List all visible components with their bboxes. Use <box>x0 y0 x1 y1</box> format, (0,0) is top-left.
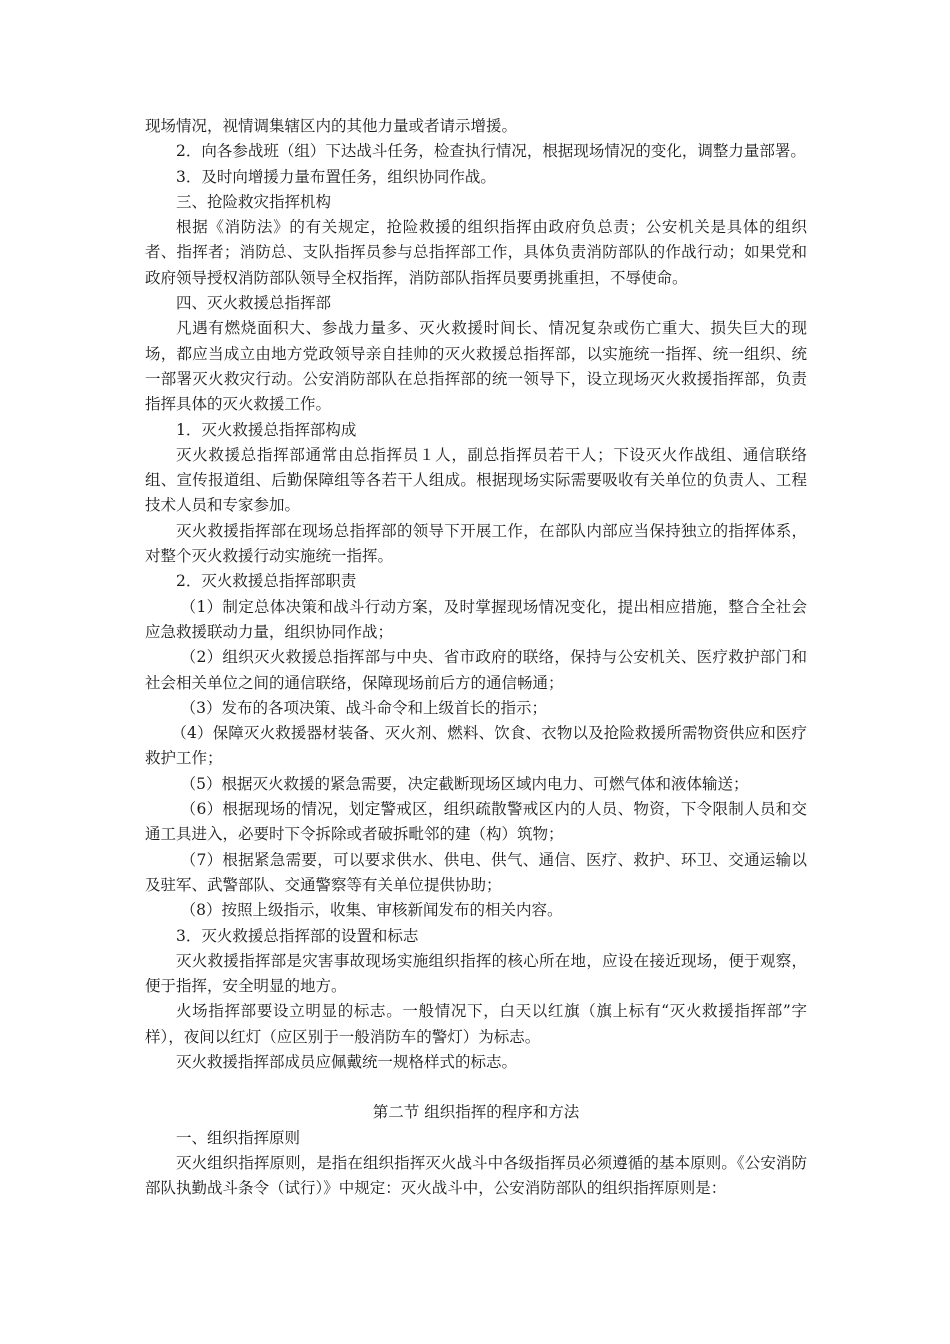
paragraph: （4）保障灭火救援器材装备、灭火剂、燃料、饮食、衣物以及抢险救援所需物资供应和医疗救护工作； <box>145 724 807 768</box>
paragraph: 火场指挥部要设立明显的标志。一般情况下，白天以红旗（旗上标有“灭火救援指挥部”字样），夜间以红灯（应区别于一般消防车的警灯）为标志。 <box>145 1002 807 1046</box>
paragraph: 2．灭火救援总指挥部职责 <box>176 572 357 591</box>
paragraph: （2）组织灭火救援总指挥部与中央、省市政府的联络，保持与公安机关、医疗救护部门和社会相关单位之间的通信联络，保障现场前后方的通信畅通； <box>145 648 807 692</box>
paragraph: 3．灭火救援总指挥部的设置和标志 <box>176 926 419 945</box>
document-body <box>145 114 807 1201</box>
paragraph: 四、灭火救援总指挥部 <box>176 294 332 313</box>
paragraph: 灭火救援指挥部是灾害事故现场实施组织指挥的核心所在地，应设在接近现场，便于观察，便于指挥，安全明显的地方。 <box>145 951 807 996</box>
paragraph: （7）根据紧急需要，可以要求供水、供电、供气、通信、医疗、救护、环卫、交通运输以及驻军、武警部队、交通警察等有关单位提供协助； <box>145 850 807 894</box>
paragraph: 灭火救援总指挥部通常由总指挥员１人，副总指挥员若干人；下设灭火作战组、通信联络组、宣传报道组、后勤保障组等各若干人组成。根据现场实际需要吸收有关单位的负责人、工程技术人员和专家参加。 <box>145 445 807 515</box>
paragraph: 现场情况，视情调集辖区内的其他力量或者请示增援。 <box>145 117 518 135</box>
paragraph: （8）按照上级指示，收集、审核新闻发布的相关内容。 <box>180 901 563 920</box>
paragraph: 灭火组织指挥原则，是指在组织指挥灭火战斗中各级指挥员必须遵循的基本原则。《公安消防部队执勤战斗条令（试行）》中规定：灭火战斗中，公安消防部队的组织指挥原则是： <box>145 1153 807 1198</box>
paragraph: 根据《消防法》的有关规定，抢险救援的组织指挥由政府负总责；公安机关是具体的组织者、指挥者；消防总、支队指挥员参与总指挥部工作，具体负责消防部队的作战行动；如果党和政府领导授权消防部队领导全权指挥，消防部队指挥员要勇挑重担，不辱使命。 <box>145 218 807 287</box>
paragraph: 一、组织指挥原则 <box>176 1128 301 1147</box>
paragraph: （3）发布的各项决策、战斗命令和上级首长的指示； <box>180 698 548 717</box>
paragraph: （5）根据灭火救援的紧急需要，决定截断现场区域内电力、可燃气体和液体输送； <box>180 774 749 793</box>
paragraph: 灭火救援指挥部在现场总指挥部的领导下开展工作，在部队内部应当保持独立的指挥体系，对整个灭火救援行动实施统一指挥。 <box>145 521 807 566</box>
paragraph: 2．向各参战班（组）下达战斗任务，检查执行情况，根据现场情况的变化，调整力量部署。 <box>176 142 806 161</box>
paragraph: 3．及时向增援力量布置任务，组织协同作战。 <box>176 167 496 186</box>
paragraph: 凡遇有燃烧面积大、参战力量多、灭火救援时间长、情况复杂或伤亡重大、损失巨大的现场，都应当成立由地方党政领导亲自挂帅的灭火救援总指挥部，以实施统一指挥、统一组织、统一部署灭火救灾行动。公安消防部队在总指挥部的统一领导下，设立现场灭火救援指挥部，负责指挥具体的灭火救援工作。 <box>145 319 807 414</box>
section-heading: 第二节 组织指挥的程序和方法 <box>372 1103 580 1122</box>
paragraph: 三、抢险救灾指挥机构 <box>176 192 332 211</box>
paragraph: （1）制定总体决策和战斗行动方案，及时掌握现场情况变化，提出相应措施，整合全社会应急救援联动力量，组织协同作战； <box>145 597 807 641</box>
paragraph: （6）根据现场的情况，划定警戒区，组织疏散警戒区内的人员、物资，下令限制人员和交通工具进入，必要时下令拆除或者破拆毗邻的建（构）筑物； <box>145 800 807 844</box>
paragraph: 灭火救援指挥部成员应佩戴统一规格样式的标志。 <box>176 1052 518 1071</box>
paragraph: 1．灭火救援总指挥部构成 <box>176 420 357 439</box>
